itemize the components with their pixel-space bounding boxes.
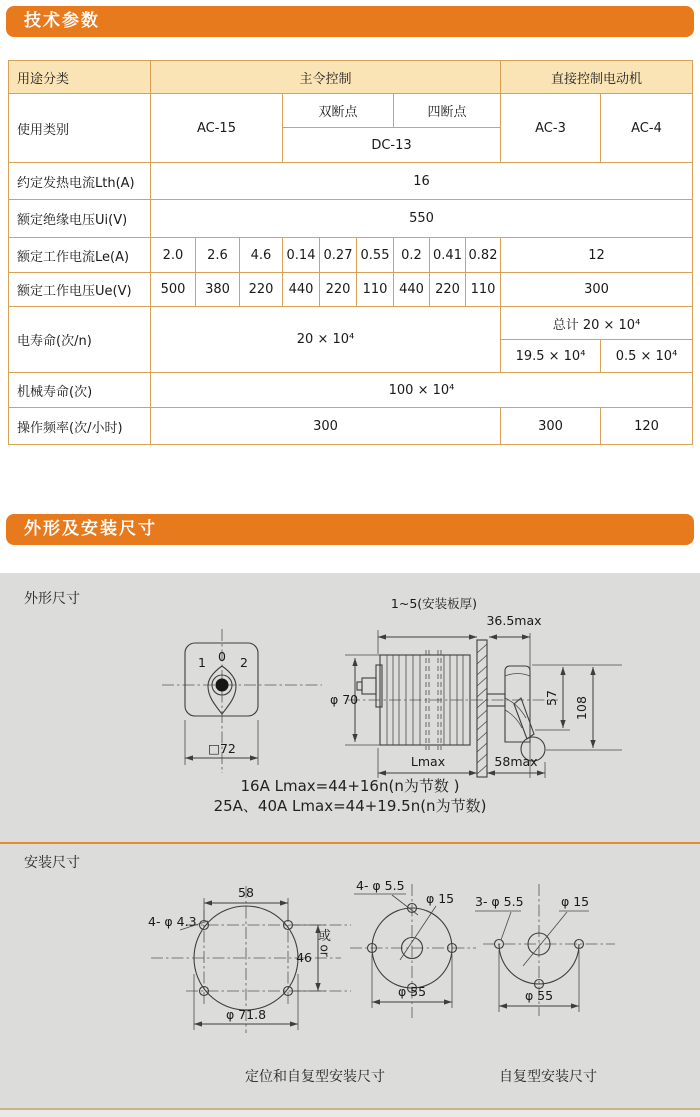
diameter-label: φ 70 <box>330 692 359 707</box>
thermal-current-label: 约定发热电流Lth(A) <box>9 163 151 200</box>
height108-label: 108 <box>574 696 589 720</box>
shaft-end <box>362 678 376 694</box>
mounting-drawing-3 <box>475 878 625 1028</box>
rated-current-value: 0.41 <box>430 238 466 273</box>
installation-dimensions-panel <box>0 844 700 1108</box>
rated-current-direct-value: 12 <box>501 238 693 273</box>
lmax-label: Lmax <box>410 754 446 769</box>
shaft-flange <box>376 665 382 707</box>
header-direct-motor-control: 直接控制电动机 <box>501 61 693 94</box>
section-title-dimensions: 外形及安装尺寸 <box>6 514 694 545</box>
height57-label: 57 <box>544 690 559 706</box>
or-english: or <box>318 944 333 958</box>
electrical-life-row <box>9 307 693 340</box>
position-0-label: 0 <box>218 649 226 664</box>
operating-frequency-row <box>9 408 693 445</box>
plate-hatching <box>477 644 487 774</box>
rated-voltage-value: 220 <box>240 273 283 307</box>
rated-voltage-value: 220 <box>320 273 357 307</box>
circle-diameter-label: φ 71.8 <box>225 1007 267 1022</box>
width-dimension-label: □72 <box>208 741 236 756</box>
depth-label: 36.5max <box>486 613 542 628</box>
cell-dc13: DC-13 <box>283 128 501 163</box>
rated-voltage-direct-value: 300 <box>501 273 693 307</box>
mechanical-life-value: 100 × 10⁴ <box>151 373 693 408</box>
rated-current-row <box>9 238 693 273</box>
hole-spacing-h-label: 58 <box>238 885 254 900</box>
rated-voltage-value: 110 <box>357 273 394 307</box>
operating-frequency-ac4-value: 120 <box>601 408 693 445</box>
or-text <box>318 930 331 959</box>
usage-category-label: 使用类别 <box>9 94 151 163</box>
switch-side-view-drawing <box>330 592 680 792</box>
switch-front-view-drawing <box>160 625 330 780</box>
rated-current-value: 0.14 <box>283 238 320 273</box>
caption-self-reset: 自复型安装尺寸 <box>499 1069 597 1085</box>
insulation-voltage-value: 550 <box>151 200 693 238</box>
mounting-drawing-2 <box>348 878 478 1028</box>
electrical-life-ac4-value: 0.5 × 10⁴ <box>601 340 693 373</box>
shaft-cap <box>357 682 362 690</box>
lmax-formula-notes <box>0 777 700 816</box>
or-chinese: 或 <box>318 929 332 944</box>
header-master-control: 主令控制 <box>151 61 501 94</box>
mechanical-life-row <box>9 373 693 408</box>
w58max-label: 58max <box>494 754 538 769</box>
rated-current-value: 0.2 <box>394 238 430 273</box>
hole-spacing-v-label: 46 <box>296 950 312 965</box>
operating-frequency-label: 操作频率(次/小时) <box>9 408 151 445</box>
operating-frequency-master-value: 300 <box>151 408 501 445</box>
rated-voltage-row <box>9 273 693 307</box>
insulation-voltage-label: 额定绝缘电压Ui(V) <box>9 200 151 238</box>
outline-dimensions-label: 外形尺寸 <box>24 591 80 607</box>
usage-category-row <box>9 94 693 128</box>
electrical-life-master-value: 20 × 10⁴ <box>151 307 501 373</box>
cell-ac4: AC-4 <box>601 94 693 163</box>
rated-current-value: 2.0 <box>151 238 196 273</box>
rated-current-label: 额定工作电流Le(A) <box>9 238 151 273</box>
section-title-technical-parameters: 技术参数 <box>6 6 694 37</box>
header-usage-class: 用途分类 <box>9 61 151 94</box>
bolt-circle-label: φ 55 <box>524 988 554 1003</box>
technical-parameters-table <box>8 60 693 445</box>
thermal-current-value: 16 <box>151 163 693 200</box>
center-hole-label: φ 15 <box>561 894 590 909</box>
rated-current-value: 4.6 <box>240 238 283 273</box>
bolt-holes-label: 4- φ 5.5 <box>356 878 405 893</box>
position-1-label: 1 <box>198 655 206 670</box>
rated-current-value: 0.27 <box>320 238 357 273</box>
caption-positioning-self-reset: 定位和自复型安装尺寸 <box>245 1069 385 1085</box>
mechanical-life-label: 机械寿命(次) <box>9 373 151 408</box>
rated-voltage-value: 500 <box>151 273 196 307</box>
position-2-label: 2 <box>240 655 248 670</box>
rated-current-value: 0.55 <box>357 238 394 273</box>
bolt-holes-label: 4- φ 4.3 <box>148 914 197 929</box>
mounting-plate <box>477 640 487 777</box>
handle-base <box>505 666 530 742</box>
electrical-life-label: 电寿命(次/n) <box>9 307 151 373</box>
electrical-life-total-value: 总计 20 × 10⁴ <box>501 307 693 340</box>
rated-current-value: 0.82 <box>466 238 501 273</box>
rated-voltage-value: 440 <box>283 273 320 307</box>
cell-ac15: AC-15 <box>151 94 283 163</box>
rated-voltage-label: 额定工作电压Ue(V) <box>9 273 151 307</box>
center-hole-label: φ 15 <box>426 891 455 906</box>
handle-lever <box>514 698 534 739</box>
plate-thickness-label: 1~5(安装板厚) <box>390 596 478 611</box>
rated-voltage-value: 440 <box>394 273 430 307</box>
operating-frequency-ac3-value: 300 <box>501 408 601 445</box>
rated-current-value: 2.6 <box>196 238 240 273</box>
lmax-formula-16a: 16A Lmax=44+16n(n为节数 ) <box>240 777 460 795</box>
rated-voltage-value: 380 <box>196 273 240 307</box>
bottom-strip <box>0 1110 700 1117</box>
lmax-formula-25a-40a: 25A、40A Lmax=44+19.5n(n为节数) <box>213 796 487 815</box>
bolt-holes-label: 3- φ 5.5 <box>475 894 524 909</box>
installation-dimensions-label: 安装尺寸 <box>24 855 80 871</box>
insulation-voltage-row <box>9 200 693 238</box>
table-header-row <box>9 61 693 94</box>
cell-double-break: 双断点 <box>283 94 394 128</box>
rated-voltage-value: 220 <box>430 273 466 307</box>
cell-ac3: AC-3 <box>501 94 601 163</box>
electrical-life-ac3-value: 19.5 × 10⁴ <box>501 340 601 373</box>
bolt-circle-label: φ 55 <box>397 984 427 999</box>
thermal-current-row <box>9 163 693 200</box>
cell-four-break: 四断点 <box>394 94 501 128</box>
outline-dimensions-panel <box>0 573 700 842</box>
knob-center <box>216 679 229 692</box>
rated-voltage-value: 110 <box>466 273 501 307</box>
